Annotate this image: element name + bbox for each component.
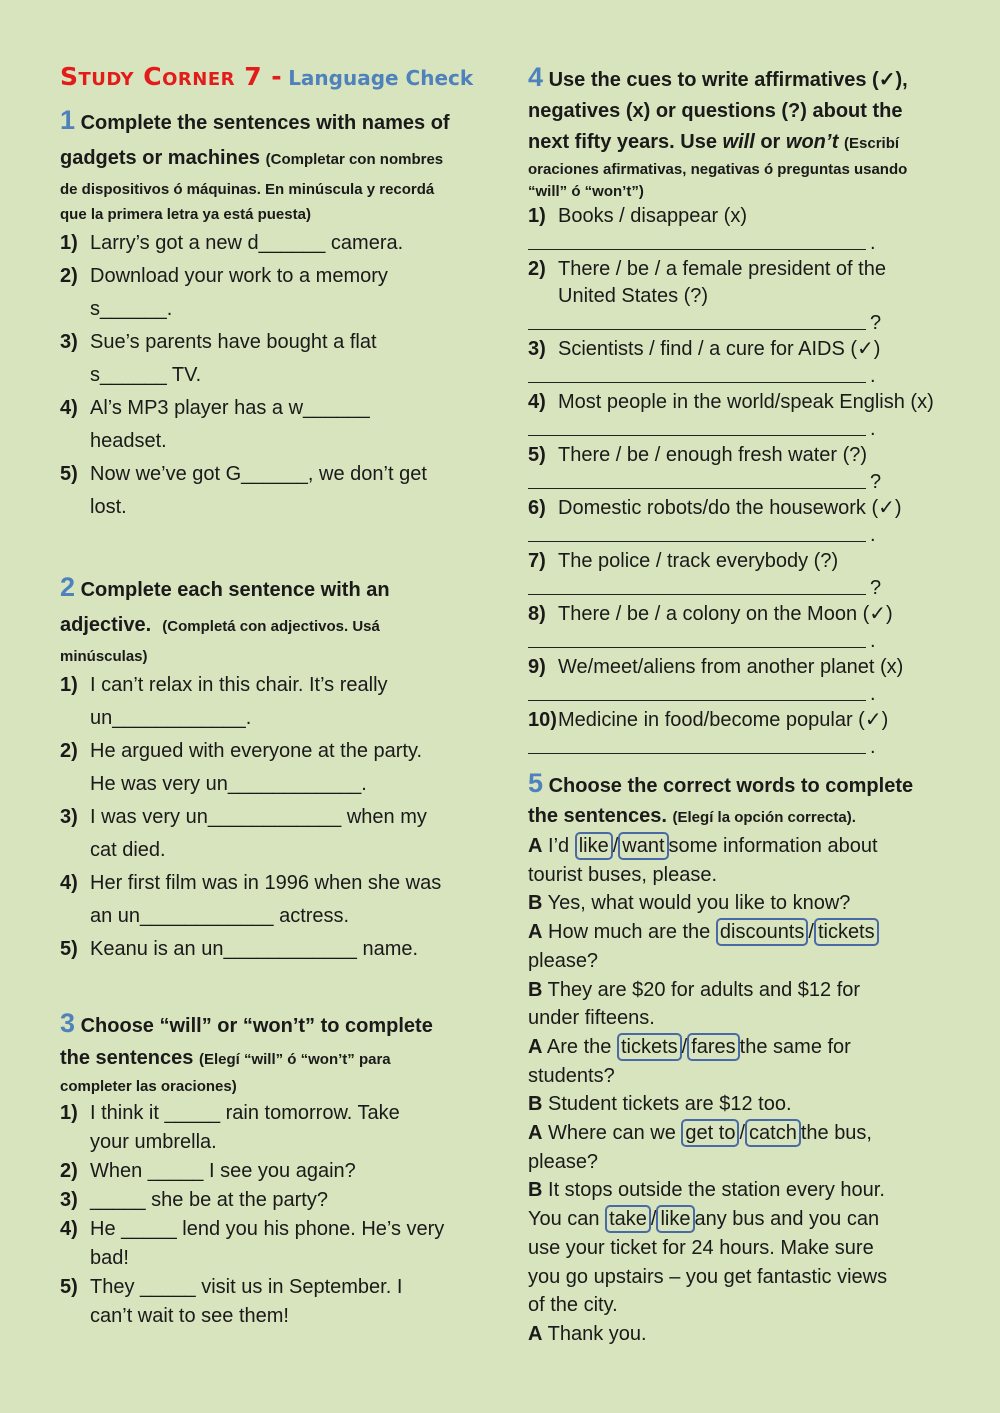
right-column <box>528 62 948 1349</box>
exercise-item: 2) Download your work to a memory s______. <box>60 265 388 320</box>
exercise-item: 5) They _____ visit us in September. I can’t wait to see them! <box>60 1276 403 1327</box>
exercise-list <box>60 1099 480 1331</box>
section-heading: Complete each sentence with an <box>80 579 390 601</box>
section-note-cont: oraciones afirmativas, negativas ó preguntas usando <box>528 161 908 178</box>
answer-line[interactable]: ? <box>528 575 948 601</box>
worksheet-subtitle: Language Check <box>288 66 474 90</box>
section-heading-cont: the sentences. <box>528 805 667 827</box>
answer-line[interactable]: ? <box>528 310 948 336</box>
exercise-item: 4) He _____ lend you his phone. He’s very bad! <box>60 1218 445 1269</box>
left-column <box>60 62 480 1331</box>
section-heading-cont: adjective. <box>60 614 152 636</box>
exercise-item: 7) The police / track everybody (?) <box>528 550 839 572</box>
option-take[interactable]: take <box>605 1205 651 1233</box>
exercise-item: 4) Most people in the world/speak English (x) <box>528 391 934 413</box>
section-note-cont: que la primera letra ya está puesta) <box>60 206 311 223</box>
section-heading: Choose the correct words to complete <box>548 775 914 797</box>
section-5 <box>528 768 948 1349</box>
option-get-to[interactable]: get to <box>681 1119 739 1147</box>
answer-line[interactable]: . <box>528 230 948 256</box>
answer-line[interactable]: . <box>528 522 948 548</box>
exercise-item: 2) When _____ I see you again? <box>60 1160 356 1182</box>
answer-line[interactable]: . <box>528 416 948 442</box>
section-note: (Elegí “will” ó “won’t” para <box>198 1051 391 1068</box>
section-1 <box>60 103 480 524</box>
option-fares[interactable]: fares <box>687 1033 739 1061</box>
exercise-item: 4) Her first film was in 1996 when she was an un____________ actress. <box>60 872 442 927</box>
option-discounts[interactable]: discounts <box>716 918 809 946</box>
option-want[interactable]: want <box>618 832 668 860</box>
option-catch[interactable]: catch <box>745 1119 801 1147</box>
exercise-item: 3) Sue’s parents have bought a flat s______ TV. <box>60 331 377 386</box>
exercise-item: 6) Domestic robots/do the housework (✓) <box>528 497 902 519</box>
exercise-list <box>60 669 480 966</box>
section-heading-cont: negatives (x) or questions (?) about the <box>528 100 903 122</box>
exercise-item: 1) Books / disappear (x) <box>528 205 747 227</box>
exercise-item: 1) I think it _____ rain tomorrow. Take your umbrella. <box>60 1102 400 1153</box>
exercise-item: 3) Scientists / find / a cure for AIDS (✓) <box>528 338 881 360</box>
option-tickets[interactable]: tickets <box>617 1033 682 1061</box>
section-number: 2 <box>60 572 76 602</box>
section-2 <box>60 570 480 966</box>
exercise-item: 4) Al’s MP3 player has a w______ headset. <box>60 397 370 452</box>
section-note-cont: de dispositivos ó máquinas. En minúscula y recordá <box>60 181 435 198</box>
section-heading-cont: gadgets or machines <box>60 147 261 169</box>
exercise-item: 5) Keanu is an un____________ name. <box>60 938 419 960</box>
exercise-item: 2) There / be / a female president of the United States (?) <box>528 258 886 307</box>
option-like[interactable]: like <box>575 832 613 860</box>
exercise-item: 5) Now we’ve got G______, we don’t get lost. <box>60 463 427 518</box>
exercise-item: 8) There / be / a colony on the Moon (✓) <box>528 603 893 625</box>
section-number: 1 <box>60 105 76 135</box>
section-number: 3 <box>60 1008 76 1038</box>
option-tickets[interactable]: tickets <box>814 918 879 946</box>
section-heading-cont: the sentences <box>60 1047 194 1069</box>
section-note-cont: minúsculas) <box>60 648 148 665</box>
answer-line[interactable]: . <box>528 734 948 760</box>
option-like[interactable]: like <box>656 1205 694 1233</box>
section-note: (Completá con adjectivos. Usá <box>162 618 380 635</box>
exercise-item: 3) I was very un____________ when my cat died. <box>60 806 427 861</box>
answer-line[interactable]: . <box>528 363 948 389</box>
exercise-item: 10) Medicine in food/become popular (✓) <box>528 709 889 731</box>
section-3 <box>60 1006 480 1331</box>
section-note: (Completar con nombres <box>265 151 444 168</box>
exercise-item: 9) We/meet/aliens from another planet (x) <box>528 656 904 678</box>
section-heading: Choose “will” or “won’t” to complete <box>80 1015 433 1037</box>
answer-line[interactable]: . <box>528 681 948 707</box>
section-note: (Escribí <box>844 135 900 152</box>
section-number: 4 <box>528 62 544 92</box>
exercise-item: 1) I can’t relax in this chair. It’s really un____________. <box>60 674 388 729</box>
section-4: 4 Use the cues to write affirmatives (✓), negatives (x) or questions (?) about the next fifty years. Use will or won’t (Escribí oraciones afirmativas, negativas ó preguntas usando “will” ó “won’t”) 1) Books / disappear (x) . 2) There / be / a female president of the United States (?) ? 3) Scientists / find / a cure for AIDS (✓) . 4) Most people in the world/speak English (x) . 5) There / be / enough fresh water (?) ? 6) Domestic robots/do the housework (✓) . 7) The police / track everybody (?) ? 8) There / be / a colony on the Moon (✓) . 9) We/meet/aliens from another planet (x) . 10) Medicine in food/become popular (✓) . <box>528 62 948 760</box>
section-heading: Use the cues to write affirmatives (✓), <box>548 69 908 91</box>
section-note-cont: “will” ó “won’t”) <box>528 183 644 200</box>
section-note-cont: completer las oraciones) <box>60 1078 237 1095</box>
exercise-item: 1) Larry’s got a new d______ camera. <box>60 232 404 254</box>
exercise-item: 5) There / be / enough fresh water (?) <box>528 444 868 466</box>
section-heading: Complete the sentences with names of <box>80 112 450 134</box>
worksheet-title: Study Corner 7 - Language Check <box>60 62 474 91</box>
section-note: (Elegí la opción correcta). <box>672 809 856 826</box>
answer-line[interactable]: . <box>528 628 948 654</box>
exercise-item: 2) He argued with everyone at the party. He was very un____________. <box>60 740 423 795</box>
exercise-list <box>60 227 480 524</box>
exercise-item: 3) _____ she be at the party? <box>60 1189 328 1211</box>
answer-line[interactable]: ? <box>528 469 948 495</box>
exercise-list <box>528 203 948 760</box>
dialogue: A I’d like / want some information about tourist buses, please. B Yes, what would you like to know? A How much are the discounts / tickets please? B They are $20 for adults and $12 for under fifteens. A Are the tickets / fares the same for students? B Student tickets are $12 too. A Where can we get to / catch the bus, please? B It stops outside the station every hour. You can take / like any bus and you can use your ticket for 24 hours. Make sure you go upstairs – you get fantastic views of the city. A Thank you. <box>528 832 948 1349</box>
section-number: 5 <box>528 768 544 798</box>
